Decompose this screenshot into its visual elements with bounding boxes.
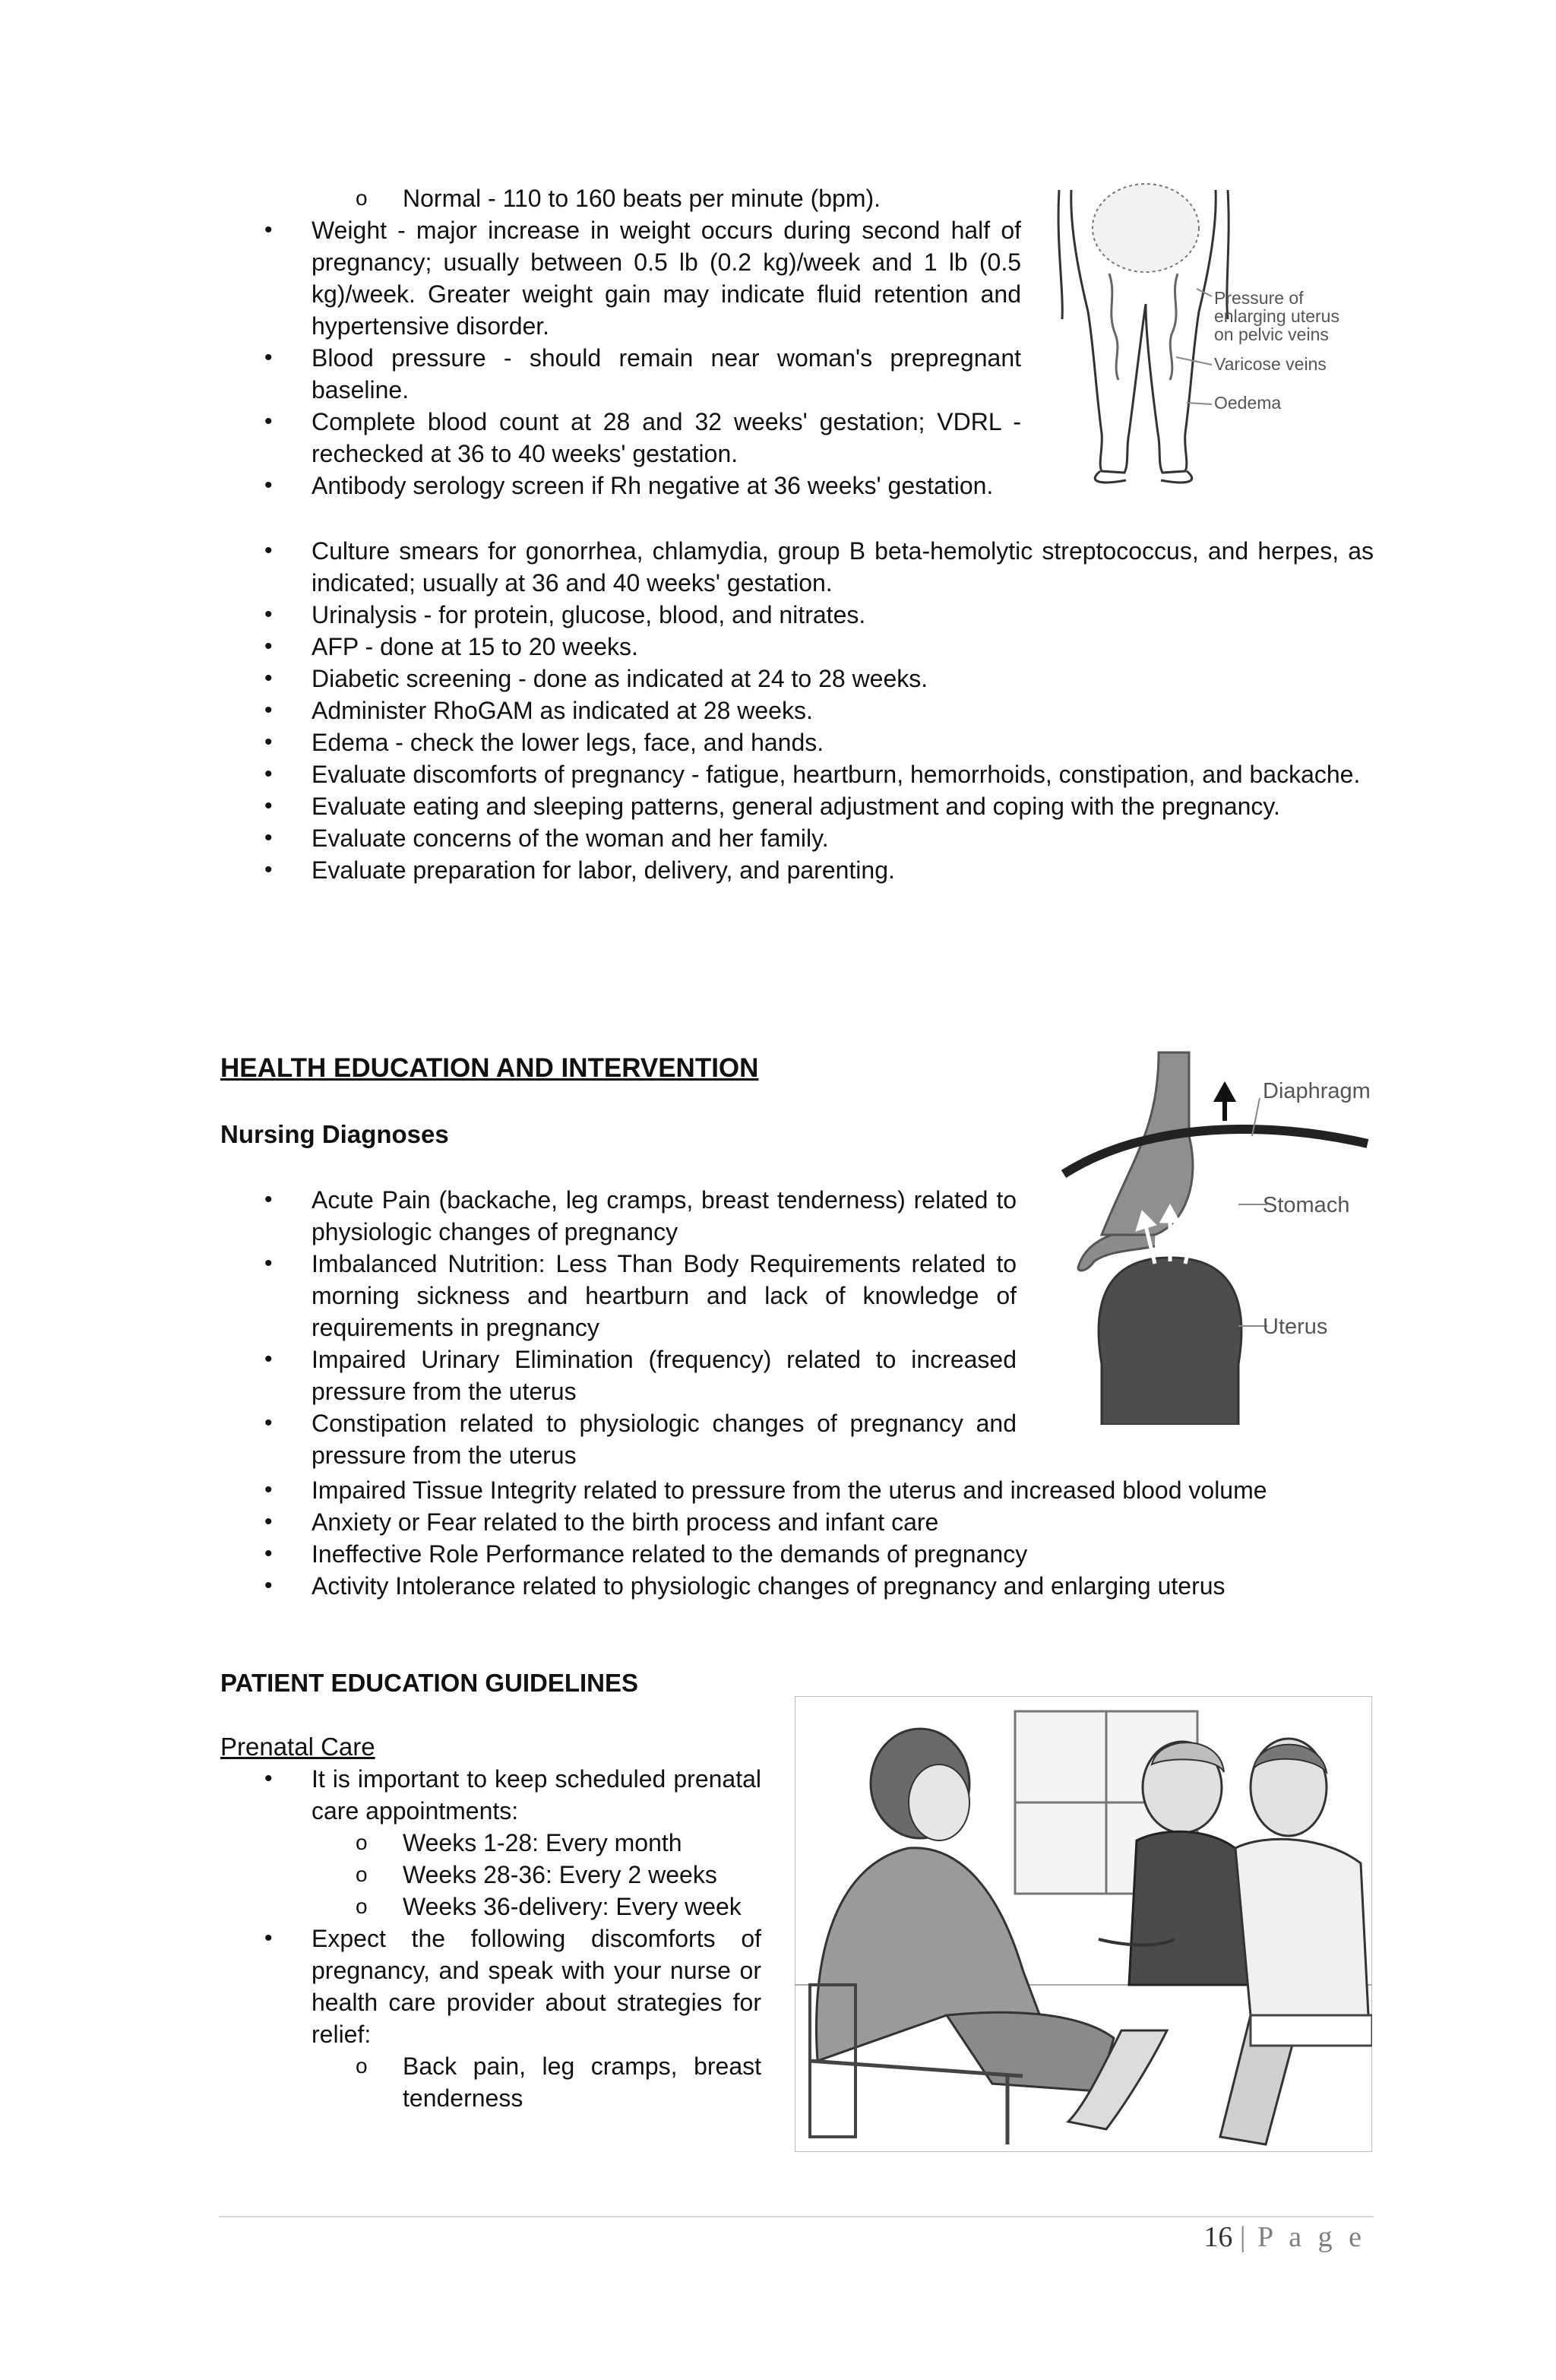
- list-item: • Expect the following discomforts of pregnancy, and speak with your nurse or health care provider about strategies for relief:: [220, 1923, 761, 2050]
- list-item: • Impaired Tissue Integrity related to pressure from the uterus and increased blood volume: [220, 1474, 1374, 1506]
- sub-list-discomforts: [220, 2050, 761, 2114]
- label-stomach: Stomach: [1263, 1193, 1350, 1217]
- list-item: • Antibody serology screen if Rh negative at 36 weeks' gestation.: [220, 470, 1021, 502]
- list-item: o Normal - 110 to 160 beats per minute (bpm).: [220, 182, 1021, 214]
- label-varicose-veins: Varicose veins: [1214, 354, 1327, 374]
- stomach-illustration: [1056, 1045, 1383, 1425]
- list-item: • Evaluate preparation for labor, delivery, and parenting.: [220, 854, 1374, 886]
- label-oedema: Oedema: [1214, 393, 1282, 413]
- section-1-wide: [220, 535, 1374, 886]
- label-uterus: Uterus: [1263, 1315, 1328, 1339]
- list-item: • Evaluate discomforts of pregnancy - fatigue, heartburn, hemorrhoids, constipation, and backache.: [220, 758, 1374, 790]
- label-pressure: Pressure of: [1214, 288, 1304, 308]
- label-pelvic-veins: on pelvic veins: [1214, 324, 1329, 344]
- figure-consultation: [795, 1696, 1372, 2152]
- list-item: • Edema - check the lower legs, face, and hands.: [220, 726, 1374, 758]
- section-2-narrow: [220, 1184, 1017, 1471]
- section-3-column: [220, 1763, 761, 2114]
- list-item: • Impaired Urinary Elimination (frequency) related to increased pressure from the uterus: [220, 1343, 1017, 1407]
- list-item: o Back pain, leg cramps, breast tenderness: [220, 2050, 761, 2114]
- page-footer: [1203, 2220, 1366, 2254]
- bullet-list-assessments: [220, 214, 1021, 502]
- consultation-illustration: [795, 1696, 1372, 2152]
- list-item: • Evaluate eating and sleeping patterns, general adjustment and coping with the pregnancy.: [220, 790, 1374, 822]
- list-item: • Weight - major increase in weight occurs during second half of pregnancy; usually between 0.5 lb (0.2 kg)/week and 1 lb (0.5 kg)/week. Greater weight gain may indicate fluid retention and hypertensive disorder.: [220, 214, 1021, 342]
- bullet-list-diagnoses-wide: [220, 1474, 1374, 1602]
- page-number: 16: [1203, 2221, 1233, 2253]
- bullet-list-discomforts: [220, 1923, 761, 2050]
- list-item: • Ineffective Role Performance related to the demands of pregnancy: [220, 1538, 1374, 1570]
- label-diaphragm: Diaphragm: [1263, 1079, 1371, 1103]
- subheading-nursing-diagnoses: Nursing Diagnoses: [220, 1120, 449, 1148]
- list-item: • Constipation related to physiologic changes of pregnancy and pressure from the uterus: [220, 1407, 1017, 1471]
- bullet-list-diagnoses: [220, 1184, 1017, 1471]
- label-enlarging-uterus: enlarging uterus: [1214, 306, 1339, 326]
- list-item: o Weeks 1-28: Every month: [220, 1827, 761, 1859]
- list-item: • Anxiety or Fear related to the birth process and infant care: [220, 1506, 1374, 1538]
- list-item: • Diabetic screening - done as indicated at 24 to 28 weeks.: [220, 663, 1374, 695]
- list-item: o Weeks 36-delivery: Every week: [220, 1891, 761, 1923]
- list-item: • Administer RhoGAM as indicated at 28 weeks.: [220, 695, 1374, 726]
- section-1-narrow: [220, 182, 1021, 502]
- bullet-list-prenatal: [220, 1763, 761, 1827]
- legs-illustration: [1056, 182, 1383, 486]
- list-item: • Activity Intolerance related to physiologic changes of pregnancy and enlarging uterus: [220, 1570, 1374, 1602]
- list-item: o Weeks 28-36: Every 2 weeks: [220, 1859, 761, 1891]
- list-item: • It is important to keep scheduled prenatal care appointments:: [220, 1763, 761, 1827]
- list-item: • Culture smears for gonorrhea, chlamydia, group B beta-hemolytic streptococcus, and herpes, as indicated; usually at 36 and 40 weeks' gestation.: [220, 535, 1374, 599]
- list-item: • Evaluate concerns of the woman and her family.: [220, 822, 1374, 854]
- page-separator: |: [1239, 2221, 1251, 2253]
- list-item: • Blood pressure - should remain near woman's prepregnant baseline.: [220, 342, 1021, 406]
- footer-divider: [219, 2216, 1374, 2217]
- list-item: • Acute Pain (backache, leg cramps, breast tenderness) related to physiologic changes of pregnancy: [220, 1184, 1017, 1248]
- heading-patient-education: PATIENT EDUCATION GUIDELINES: [220, 1669, 639, 1697]
- page-word: P a g e: [1257, 2221, 1366, 2253]
- figure-stomach-uterus: [1056, 1045, 1383, 1425]
- subheading-prenatal-care: Prenatal Care: [220, 1733, 375, 1761]
- heading-health-education: HEALTH EDUCATION AND INTERVENTION: [220, 1053, 759, 1083]
- sub-list-heart-rate: [220, 182, 1021, 214]
- list-item: • AFP - done at 15 to 20 weeks.: [220, 631, 1374, 663]
- list-item: • Urinalysis - for protein, glucose, blood, and nitrates.: [220, 599, 1374, 631]
- bullet-list-evaluations: [220, 535, 1374, 886]
- section-2-wide: [220, 1474, 1374, 1602]
- list-item: • Complete blood count at 28 and 32 weeks' gestation; VDRL - rechecked at 36 to 40 weeks' gestation.: [220, 406, 1021, 470]
- list-item: • Imbalanced Nutrition: Less Than Body Requirements related to morning sickness and heartburn and lack of knowledge of requirements in pregnancy: [220, 1248, 1017, 1343]
- sub-list-appointments: [220, 1827, 761, 1923]
- figure-legs-varicose: [1056, 182, 1383, 486]
